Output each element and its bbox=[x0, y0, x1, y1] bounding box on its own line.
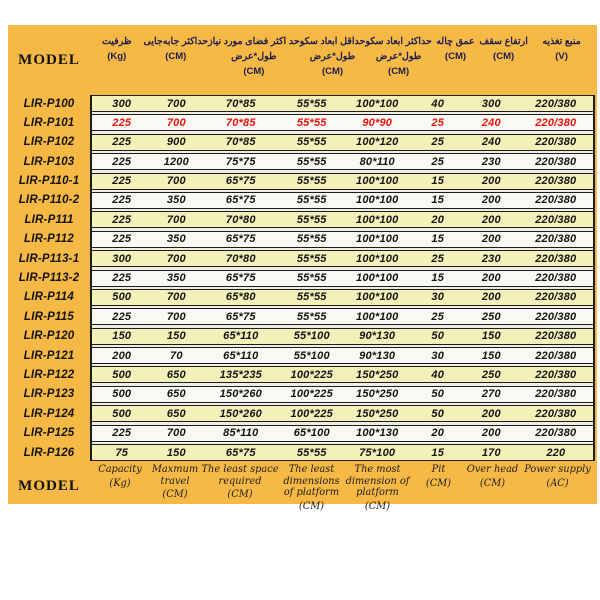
table-cell: 70*80 bbox=[225, 213, 256, 226]
table-cell: 200 bbox=[481, 194, 501, 207]
table-row bbox=[92, 250, 593, 267]
table-cell: 220/380 bbox=[535, 136, 577, 149]
persian-column-header: حداكثر ابعاد سكو طول*عرض (CM) bbox=[365, 36, 432, 78]
table-cell: 55*55 bbox=[296, 116, 327, 129]
table-cell: 650 bbox=[166, 388, 186, 401]
table-cell: 15 bbox=[431, 272, 445, 285]
table-cell: 220/380 bbox=[535, 310, 577, 323]
table-cell: 70*85 bbox=[225, 136, 256, 149]
table-cell: 75 bbox=[115, 446, 129, 459]
persian-column-header: ظرفيت (Kg) bbox=[101, 36, 132, 63]
model-label: LIR-P122 bbox=[23, 368, 75, 381]
table-cell: 25 bbox=[431, 116, 445, 129]
table-cell: 220/380 bbox=[535, 116, 577, 129]
table-row bbox=[92, 114, 593, 131]
table-cell: 200 bbox=[481, 233, 501, 246]
table-cell: 20 bbox=[431, 213, 445, 226]
table-cell: 250 bbox=[481, 310, 501, 323]
table-row bbox=[92, 134, 593, 151]
table-cell: 55*100 bbox=[293, 330, 330, 343]
table-cell: 150 bbox=[481, 349, 501, 362]
table-cell: 65*75 bbox=[225, 272, 256, 285]
model-label: LIR-P102 bbox=[23, 136, 75, 149]
table-row bbox=[92, 444, 593, 461]
table-cell: 220/380 bbox=[535, 233, 577, 246]
table-cell: 55*55 bbox=[296, 233, 327, 246]
table-cell: 240 bbox=[481, 116, 501, 129]
table-cell: 90*130 bbox=[359, 349, 396, 362]
model-label: LIR-P115 bbox=[24, 310, 74, 323]
table-cell: 65*75 bbox=[225, 194, 256, 207]
table-cell: 135*235 bbox=[219, 368, 262, 381]
model-label: LIR-P112 bbox=[24, 233, 74, 246]
table-cell: 200 bbox=[481, 213, 501, 226]
table-cell: 90*130 bbox=[359, 330, 396, 343]
model-label: LIR-P101 bbox=[23, 116, 75, 129]
table-cell: 70*80 bbox=[225, 252, 256, 265]
table-cell: 225 bbox=[112, 213, 132, 226]
table-cell: 220/380 bbox=[535, 272, 577, 285]
persian-column-header: ارتفاع سقف (CM) bbox=[479, 36, 528, 63]
table-cell: 150*250 bbox=[356, 388, 399, 401]
table-cell: 650 bbox=[166, 368, 186, 381]
table-cell: 270 bbox=[481, 388, 501, 401]
table-cell: 70*85 bbox=[225, 116, 256, 129]
table-cell: 85*110 bbox=[223, 427, 259, 440]
model-label: LIR-P113-2 bbox=[18, 272, 80, 285]
table-cell: 65*110 bbox=[223, 349, 259, 362]
table-cell: 700 bbox=[166, 427, 186, 440]
table-cell: 65*100 bbox=[293, 427, 330, 440]
table-cell: 15 bbox=[431, 446, 445, 459]
table-cell: 700 bbox=[166, 175, 186, 188]
model-label: LIR-P113-1 bbox=[18, 252, 80, 265]
table-cell: 200 bbox=[481, 272, 501, 285]
table-cell: 90*90 bbox=[362, 116, 393, 129]
table-cell: 500 bbox=[112, 407, 132, 420]
table-row bbox=[92, 366, 593, 383]
table-row bbox=[92, 289, 593, 306]
table-row bbox=[92, 211, 593, 228]
table-cell: 100*130 bbox=[356, 427, 399, 440]
table-cell: 55*55 bbox=[296, 310, 327, 323]
table-cell: 100*100 bbox=[356, 252, 399, 265]
table-cell: 220/380 bbox=[535, 252, 577, 265]
model-header-top: MODEL bbox=[18, 51, 80, 68]
table-cell: 150 bbox=[166, 330, 186, 343]
table-cell: 700 bbox=[166, 116, 186, 129]
table-cell: 700 bbox=[166, 291, 186, 304]
table-cell: 100*100 bbox=[356, 272, 399, 285]
english-column-header: The most dimension of platform (CM) bbox=[345, 464, 410, 512]
table-cell: 100*100 bbox=[356, 213, 399, 226]
data-rows-area bbox=[90, 95, 595, 461]
table-cell: 225 bbox=[112, 136, 132, 149]
english-column-header: Power supply (AC) bbox=[524, 464, 591, 489]
model-label: LIR-P124 bbox=[23, 407, 75, 420]
table-cell: 300 bbox=[112, 97, 132, 110]
table-row bbox=[92, 328, 593, 345]
table-cell: 220 bbox=[546, 446, 566, 459]
table-cell: 500 bbox=[112, 388, 132, 401]
table-cell: 200 bbox=[112, 349, 132, 362]
english-column-header: The least space required (CM) bbox=[201, 464, 279, 501]
table-cell: 150 bbox=[112, 330, 132, 343]
table-row bbox=[92, 405, 593, 422]
table-cell: 250 bbox=[481, 368, 501, 381]
table-cell: 200 bbox=[481, 175, 501, 188]
table-cell: 900 bbox=[166, 136, 186, 149]
table-cell: 100*100 bbox=[356, 310, 399, 323]
english-column-header: Maxmum travel (CM) bbox=[151, 464, 199, 501]
table-cell: 55*55 bbox=[296, 213, 327, 226]
table-cell: 15 bbox=[431, 233, 445, 246]
table-cell: 70*85 bbox=[225, 97, 256, 110]
model-label: LIR-P126 bbox=[23, 446, 75, 459]
table-cell: 1200 bbox=[163, 155, 189, 168]
table-cell: 240 bbox=[481, 136, 501, 149]
table-cell: 150*260 bbox=[219, 388, 262, 401]
table-cell: 50 bbox=[431, 388, 445, 401]
table-cell: 55*55 bbox=[296, 155, 327, 168]
table-cell: 25 bbox=[431, 310, 445, 323]
table-cell: 220/380 bbox=[535, 349, 577, 362]
table-cell: 65*75 bbox=[225, 175, 256, 188]
table-cell: 70 bbox=[170, 349, 183, 362]
table-cell: 220/380 bbox=[535, 388, 577, 401]
table-row bbox=[92, 192, 593, 209]
table-cell: 55*55 bbox=[296, 291, 327, 304]
table-cell: 15 bbox=[431, 175, 445, 188]
table-cell: 100*100 bbox=[356, 194, 399, 207]
table-cell: 230 bbox=[481, 252, 501, 265]
table-cell: 55*55 bbox=[296, 194, 327, 207]
table-cell: 500 bbox=[112, 368, 132, 381]
english-column-header: Over head (CM) bbox=[466, 464, 519, 489]
table-cell: 700 bbox=[166, 252, 186, 265]
table-cell: 220/380 bbox=[535, 330, 577, 343]
model-label: LIR-P110-1 bbox=[18, 175, 80, 188]
persian-column-header: حداكثر جابه‌جايی (CM) bbox=[143, 36, 209, 63]
table-cell: 65*75 bbox=[225, 233, 256, 246]
table-cell: 225 bbox=[112, 310, 132, 323]
table-cell: 500 bbox=[112, 291, 132, 304]
persian-column-header: حداقل ابعاد سكو طول*عرض (CM) bbox=[299, 36, 366, 78]
table-cell: 100*100 bbox=[356, 233, 399, 246]
table-cell: 220/380 bbox=[535, 155, 577, 168]
table-cell: 700 bbox=[166, 97, 186, 110]
table-cell: 55*55 bbox=[296, 272, 327, 285]
table-cell: 55*100 bbox=[293, 349, 330, 362]
table-cell: 220/380 bbox=[535, 213, 577, 226]
table-cell: 200 bbox=[481, 427, 501, 440]
table-cell: 55*55 bbox=[296, 97, 327, 110]
english-header-row bbox=[8, 461, 595, 512]
persian-column-header: عمق چاله (CM) bbox=[436, 36, 475, 63]
table-cell: 55*55 bbox=[296, 252, 327, 265]
model-label: LIR-P114 bbox=[24, 291, 74, 304]
table-cell: 40 bbox=[431, 97, 445, 110]
english-column-header: The least dimensions of platform (CM) bbox=[283, 464, 340, 512]
table-cell: 220/380 bbox=[535, 407, 577, 420]
table-cell: 50 bbox=[431, 407, 445, 420]
model-label: LIR-P125 bbox=[23, 427, 75, 440]
table-cell: 700 bbox=[166, 213, 186, 226]
model-label: LIR-P103 bbox=[23, 155, 75, 168]
model-label: LIR-P100 bbox=[23, 97, 75, 110]
table-cell: 150*250 bbox=[356, 407, 399, 420]
model-label: LIR-P120 bbox=[23, 330, 75, 343]
table-cell: 225 bbox=[112, 272, 132, 285]
table-cell: 350 bbox=[166, 272, 186, 285]
model-label: LIR-P123 bbox=[23, 388, 75, 401]
table-cell: 100*120 bbox=[356, 136, 399, 149]
table-cell: 65*75 bbox=[225, 446, 256, 459]
table-cell: 75*75 bbox=[225, 155, 256, 168]
table-cell: 225 bbox=[112, 175, 132, 188]
table-cell: 100*100 bbox=[356, 97, 399, 110]
table-row bbox=[92, 347, 593, 364]
table-cell: 220/380 bbox=[535, 97, 577, 110]
table-cell: 220/380 bbox=[535, 175, 577, 188]
table-row bbox=[92, 231, 593, 248]
model-column bbox=[8, 95, 90, 461]
table-row bbox=[92, 173, 593, 190]
table-cell: 55*55 bbox=[296, 446, 327, 459]
english-column-header: Pit (CM) bbox=[425, 464, 452, 489]
persian-header-row bbox=[8, 25, 595, 95]
persian-column-header: حد اكثر فضای مورد نياز طول*عرض (CM) bbox=[208, 36, 300, 78]
table-cell: 55*55 bbox=[296, 175, 327, 188]
table-cell: 25 bbox=[431, 136, 445, 149]
model-header-bottom: MODEL bbox=[18, 478, 80, 495]
table-row bbox=[92, 308, 593, 325]
english-column-header: Capacity (Kg) bbox=[98, 464, 142, 489]
table-row bbox=[92, 95, 593, 112]
table-cell: 200 bbox=[481, 291, 501, 304]
table-row bbox=[92, 425, 593, 442]
table-cell: 30 bbox=[431, 349, 445, 362]
table-cell: 40 bbox=[431, 368, 445, 381]
table-cell: 230 bbox=[481, 155, 501, 168]
table-cell: 170 bbox=[481, 446, 501, 459]
table-cell: 55*55 bbox=[296, 136, 327, 149]
table-cell: 220/380 bbox=[535, 194, 577, 207]
table-cell: 50 bbox=[431, 330, 445, 343]
table-cell: 30 bbox=[431, 291, 445, 304]
table-row bbox=[92, 153, 593, 170]
table-cell: 350 bbox=[166, 194, 186, 207]
table-row bbox=[92, 270, 593, 287]
table-cell: 200 bbox=[481, 407, 501, 420]
spec-table-panel bbox=[8, 25, 597, 512]
table-cell: 220/380 bbox=[535, 291, 577, 304]
table-cell: 650 bbox=[166, 407, 186, 420]
table-cell: 700 bbox=[166, 310, 186, 323]
table-cell: 225 bbox=[112, 427, 132, 440]
table-cell: 15 bbox=[431, 194, 445, 207]
table-cell: 100*225 bbox=[290, 388, 333, 401]
persian-column-header: منبع تغذيه (V) bbox=[542, 36, 581, 63]
table-cell: 300 bbox=[481, 97, 501, 110]
model-label: LIR-P111 bbox=[24, 213, 74, 226]
table-cell: 20 bbox=[431, 427, 445, 440]
model-label: LIR-P110-2 bbox=[18, 194, 80, 207]
table-cell: 225 bbox=[112, 116, 132, 129]
table-cell: 220/380 bbox=[535, 427, 577, 440]
table-cell: 80*110 bbox=[359, 155, 395, 168]
table-cell: 225 bbox=[112, 155, 132, 168]
table-cell: 65*75 bbox=[225, 310, 256, 323]
table-cell: 220/380 bbox=[535, 368, 577, 381]
table-cell: 100*100 bbox=[356, 175, 399, 188]
table-cell: 300 bbox=[112, 252, 132, 265]
table-cell: 100*225 bbox=[290, 407, 333, 420]
table-row bbox=[92, 386, 593, 403]
table-cell: 350 bbox=[166, 233, 186, 246]
table-cell: 150 bbox=[481, 330, 501, 343]
table-cell: 150*250 bbox=[356, 368, 399, 381]
table-cell: 100*225 bbox=[290, 368, 333, 381]
table-cell: 225 bbox=[112, 194, 132, 207]
model-label: LIR-P121 bbox=[23, 349, 75, 362]
table-cell: 100*100 bbox=[356, 291, 399, 304]
table-cell: 225 bbox=[112, 233, 132, 246]
table-cell: 150 bbox=[166, 446, 186, 459]
table-cell: 25 bbox=[431, 155, 445, 168]
table-cell: 150*260 bbox=[219, 407, 262, 420]
table-cell: 65*110 bbox=[223, 330, 259, 343]
table-cell: 25 bbox=[431, 252, 445, 265]
table-cell: 75*100 bbox=[359, 446, 396, 459]
table-cell: 65*80 bbox=[225, 291, 256, 304]
